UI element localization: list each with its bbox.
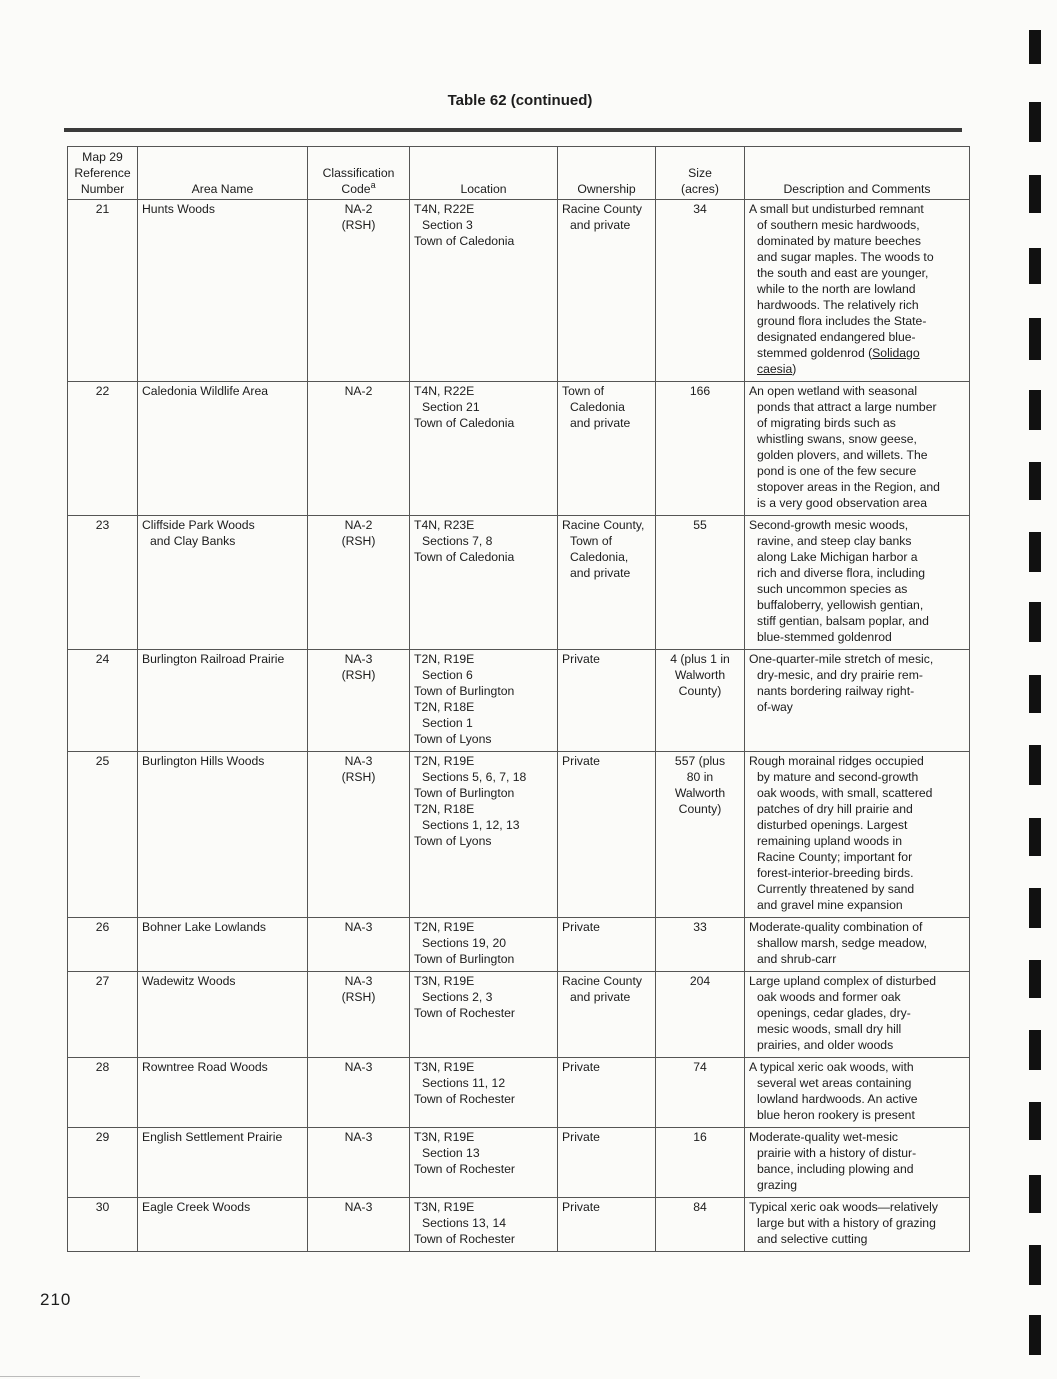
description: One-quarter-mile stretch of mesic, dry-mesic, and dry prairie rem- nants bordering railway right- of-way (745, 650, 970, 752)
natural-areas-table (67, 146, 970, 1252)
classification-code: NA-2 (RSH) (308, 200, 410, 382)
edge-registration-marks (1029, 30, 1045, 1370)
location: T2N, R19E Section 6 Town of Burlington T2N, R18E Section 1 Town of Lyons (410, 650, 558, 752)
area-name: Rowntree Road Woods (138, 1058, 308, 1128)
location: T3N, R19E Sections 2, 3 Town of Rochester (410, 972, 558, 1058)
size-acres: 55 (656, 516, 745, 650)
ref-number: 30 (68, 1198, 138, 1252)
classification-code: NA-3 (308, 1058, 410, 1128)
ownership: Private (558, 650, 656, 752)
ref-number: 26 (68, 918, 138, 972)
size-acres: 16 (656, 1128, 745, 1198)
ref-number: 22 (68, 382, 138, 516)
classification-code: NA-3 (RSH) (308, 752, 410, 918)
ref-number: 21 (68, 200, 138, 382)
ownership: Private (558, 1058, 656, 1128)
ownership: Racine County and private (558, 972, 656, 1058)
table-row (68, 200, 970, 382)
area-name: Burlington Railroad Prairie (138, 650, 308, 752)
ref-number: 28 (68, 1058, 138, 1128)
header-description: Description and Comments (745, 147, 970, 200)
classification-code: NA-3 (308, 918, 410, 972)
size-acres: 204 (656, 972, 745, 1058)
table-row (68, 650, 970, 752)
classification-code: NA-3 (RSH) (308, 650, 410, 752)
table-row (68, 1198, 970, 1252)
size-acres: 84 (656, 1198, 745, 1252)
header-ownership: Ownership (558, 147, 656, 200)
area-name: Wadewitz Woods (138, 972, 308, 1058)
size-acres: 34 (656, 200, 745, 382)
location: T3N, R19E Sections 11, 12 Town of Rochester (410, 1058, 558, 1128)
ref-number: 27 (68, 972, 138, 1058)
location: T3N, R19E Sections 13, 14 Town of Rochester (410, 1198, 558, 1252)
classification-code: NA-3 (308, 1198, 410, 1252)
area-name: Caledonia Wildlife Area (138, 382, 308, 516)
description: Moderate-quality combination of shallow marsh, sedge meadow, and shrub-carr (745, 918, 970, 972)
page-number: 210 (40, 1290, 72, 1309)
description: Large upland complex of disturbed oak woods and former oak openings, cedar glades, dry- mesic woods, small dry hill prairies, and older woods (745, 972, 970, 1058)
description: Moderate-quality wet-mesic prairie with a history of distur- bance, including plowing and grazing (745, 1128, 970, 1198)
location: T2N, R19E Sections 19, 20 Town of Burlington (410, 918, 558, 972)
ownership: Private (558, 1128, 656, 1198)
table-title: Table 62 (continued) (447, 92, 593, 109)
ownership: Private (558, 752, 656, 918)
table-row (68, 972, 970, 1058)
table-row (68, 918, 970, 972)
header-area: Area Name (138, 147, 308, 200)
table-row (68, 382, 970, 516)
size-acres: 4 (plus 1 in Walworth County) (656, 650, 745, 752)
location: T4N, R23E Sections 7, 8 Town of Caledonia (410, 516, 558, 650)
header-size: Size (acres) (656, 147, 745, 200)
description: An open wetland with seasonal ponds that attract a large number of migrating birds such as whistling swans, snow geese, golden plovers, and willets. The pond is one of the few secure stopover areas in the Region, and is a very good observation area (745, 382, 970, 516)
size-acres: 74 (656, 1058, 745, 1128)
description: Typical xeric oak woods—relatively large but with a history of grazing and selective cutting (745, 1198, 970, 1252)
size-acres: 557 (plus 80 in Walworth County) (656, 752, 745, 918)
area-name: Hunts Woods (138, 200, 308, 382)
location: T4N, R22E Section 21 Town of Caledonia (410, 382, 558, 516)
location: T3N, R19E Section 13 Town of Rochester (410, 1128, 558, 1198)
area-name: Burlington Hills Woods (138, 752, 308, 918)
header-location: Location (410, 147, 558, 200)
ownership: Private (558, 1198, 656, 1252)
table-row (68, 1058, 970, 1128)
table-row (68, 516, 970, 650)
area-name: English Settlement Prairie (138, 1128, 308, 1198)
area-name: Eagle Creek Woods (138, 1198, 308, 1252)
ownership: Racine County and private (558, 200, 656, 382)
size-acres: 166 (656, 382, 745, 516)
header-row (68, 147, 970, 200)
ref-number: 25 (68, 752, 138, 918)
classification-code: NA-2 (308, 382, 410, 516)
ownership: Private (558, 918, 656, 972)
area-name: Cliffside Park Woods and Clay Banks (138, 516, 308, 650)
classification-code: NA-3 (308, 1128, 410, 1198)
area-name: Bohner Lake Lowlands (138, 918, 308, 972)
location: T2N, R19E Sections 5, 6, 7, 18 Town of Burlington T2N, R18E Sections 1, 12, 13 Town of Lyons (410, 752, 558, 918)
size-acres: 33 (656, 918, 745, 972)
ownership: Racine County, Town of Caledonia, and private (558, 516, 656, 650)
ref-number: 23 (68, 516, 138, 650)
ref-number: 29 (68, 1128, 138, 1198)
table-row (68, 1128, 970, 1198)
header-classification: Classification Code$^a$ (308, 147, 410, 200)
table-row (68, 752, 970, 918)
description: A typical xeric oak woods, with several wet areas containing lowland hardwoods. An active blue heron rookery is present (745, 1058, 970, 1128)
description: Rough morainal ridges occupied by mature and second-growth oak woods, with small, scattered patches of dry hill prairie and disturbed openings. Largest remaining upland woods in Racine County; important for forest-interior-breeding birds. Currently threatened by sand and gravel mine expansion (745, 752, 970, 918)
classification-code: NA-2 (RSH) (308, 516, 410, 650)
header-ref: Map 29 Reference Number (68, 147, 138, 200)
ref-number: 24 (68, 650, 138, 752)
ownership: Town of Caledonia and private (558, 382, 656, 516)
description: A small but undisturbed remnant of southern mesic hardwoods, dominated by mature beeches and sugar maples. The woods to the south and east are younger, while to the north are lowland hardwoods. The relatively rich ground flora includes the State- designated endangered blue- stemmed goldenrod (Solidago caesia) (745, 200, 970, 382)
classification-code: NA-3 (RSH) (308, 972, 410, 1058)
description: Second-growth mesic woods, ravine, and steep clay banks along Lake Michigan harbor a rich and diverse flora, including such uncommon species as buffaloberry, yellowish gentian, stiff gentian, balsam poplar, and blue-stemmed goldenrod (745, 516, 970, 650)
location: T4N, R22E Section 3 Town of Caledonia (410, 200, 558, 382)
title-rule (64, 128, 962, 132)
